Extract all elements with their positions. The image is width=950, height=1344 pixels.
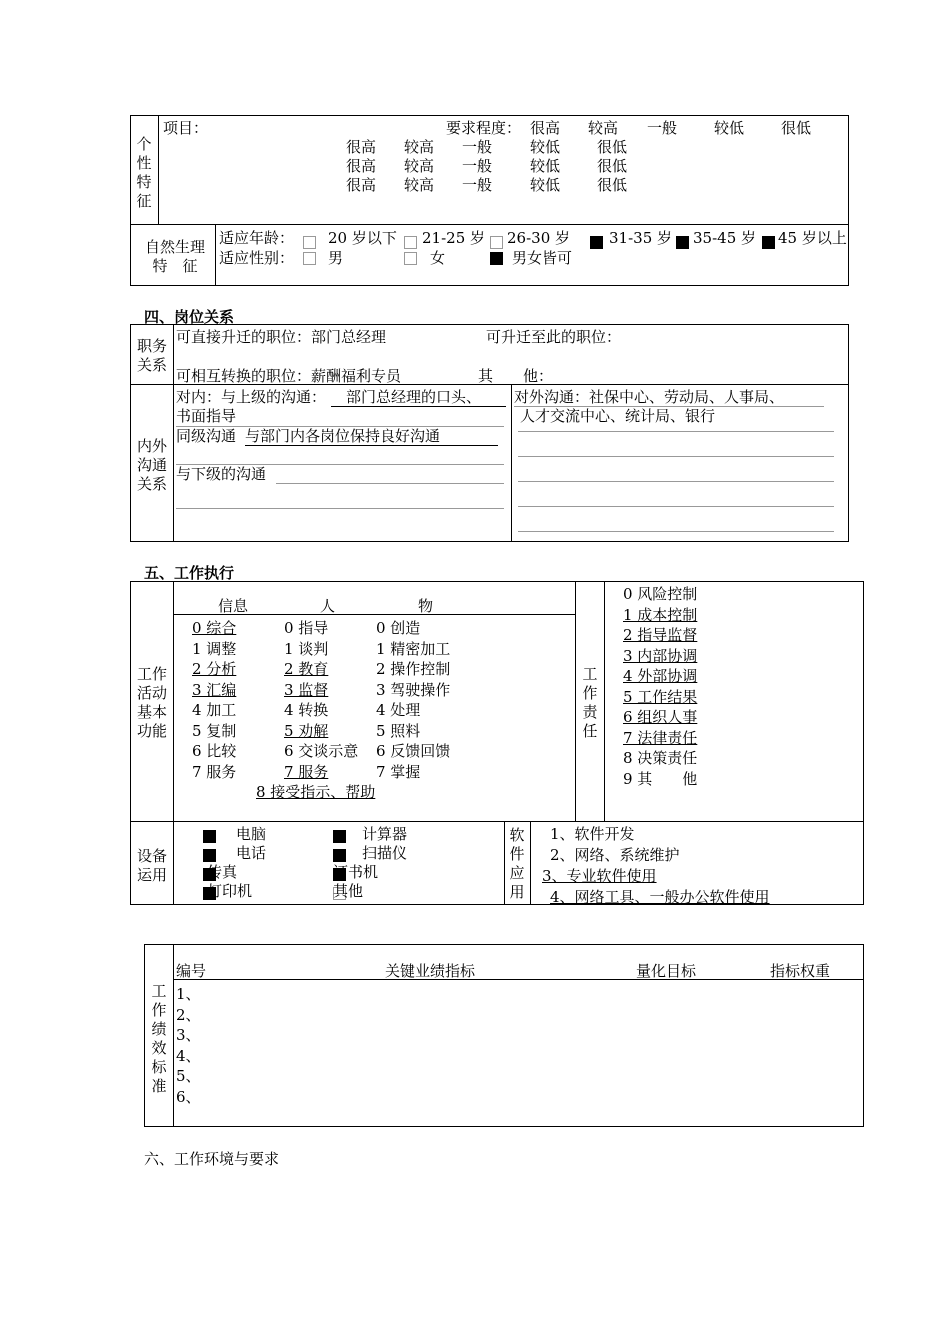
function-item: 5 复制 (192, 721, 237, 740)
gender-label: 适应性别： (219, 249, 295, 267)
function-item: 1 调整 (192, 639, 237, 658)
header-info: 信息 (218, 597, 249, 615)
gender-option-label: 男 (328, 249, 344, 267)
other-position: 其 他： (478, 367, 554, 385)
responsibility-item: 9 其 他 (623, 769, 698, 788)
fill-line (518, 531, 834, 532)
external-comm-2: 人才交流中心、统计局、银行 (520, 407, 716, 425)
perf-header-kpi: 关键业绩指标 (385, 962, 476, 980)
function-item: 7 服务 (284, 762, 329, 781)
level-very-high: 很高 (346, 176, 377, 194)
header-divider (173, 979, 864, 980)
function-item: 4 处理 (376, 701, 421, 719)
requirement-label: 要求程度： (446, 119, 522, 137)
level-very-low: 很低 (597, 157, 628, 175)
function-item: 0 综合 (192, 619, 237, 637)
age-option-label: 26-30 岁 (507, 229, 571, 247)
function-item: 3 汇编 (192, 680, 237, 699)
performance-row: 6、 (176, 1087, 201, 1106)
fill-line (518, 506, 834, 507)
fill-line (518, 431, 834, 432)
col-divider (575, 581, 576, 821)
equipment-label-item: 其他 (333, 882, 364, 900)
function-item: 4 加工 (192, 701, 237, 719)
col-divider (173, 944, 174, 1127)
level-medium: 一般 (462, 157, 493, 175)
age-checkbox[interactable] (676, 236, 689, 249)
age-option-label: 20 岁以下 (328, 229, 397, 247)
age-checkbox[interactable] (404, 236, 417, 249)
level-very-high: 很高 (346, 157, 377, 175)
col-divider (215, 224, 216, 286)
col-divider (604, 581, 605, 821)
responsibility-item: 4 外部协调 (623, 667, 698, 685)
row-divider (130, 224, 849, 225)
age-checkbox[interactable] (590, 236, 603, 249)
function-item: 1 谈判 (284, 639, 329, 658)
item-label: 项目： (163, 119, 209, 137)
fill-line (176, 508, 504, 509)
upper-comm-value-2: 书面指导 (176, 407, 237, 425)
responsibility-item: 2 指导监督 (623, 626, 698, 644)
equipment-label-item: 扫描仪 (362, 844, 408, 862)
age-option-label: 21-25 岁 (422, 229, 486, 247)
equipment-checkbox[interactable] (333, 849, 346, 862)
level-medium: 一般 (462, 176, 493, 194)
function-item: 2 操作控制 (376, 660, 451, 678)
section-4-title: 四、岗位关系 (144, 308, 235, 326)
equipment-checkbox[interactable] (203, 830, 216, 843)
section-5-title: 五、工作执行 (144, 564, 235, 582)
level-medium: 一般 (647, 119, 678, 137)
level-very-high: 很高 (530, 119, 561, 137)
level-high: 较高 (404, 176, 435, 194)
peer-comm-value: 与部门内各岗位保持良好沟通 (245, 427, 441, 445)
equipment-label: 设备运用 (136, 847, 167, 884)
performance-row: 2、 (176, 1005, 201, 1024)
responsibility-item: 5 工作结果 (623, 687, 698, 706)
performance-row: 3、 (176, 1026, 201, 1044)
software-item: 1、软件开发 (550, 825, 635, 843)
header-people: 人 (320, 597, 336, 615)
col-divider (173, 324, 174, 542)
level-high: 较高 (404, 157, 435, 175)
relation-table (130, 324, 849, 542)
function-item: 6 交谈示意 (284, 742, 359, 760)
function-item: 5 劝解 (284, 721, 329, 740)
equipment-checkbox[interactable] (203, 849, 216, 862)
fill-line (518, 456, 834, 457)
age-option-label: 31-35 岁 (609, 229, 673, 247)
age-option-label: 35-45 岁 (693, 229, 757, 247)
col-divider (173, 581, 174, 821)
exchange-position: 可相互转换的职位：薪酬福利专员 (176, 367, 402, 385)
equipment-label-item: 传真 (207, 863, 238, 881)
level-low: 较低 (714, 119, 745, 137)
promote-from: 可升迁至此的职位： (486, 328, 622, 346)
personality-label: 个性特征 (136, 135, 152, 210)
activity-label: 工作活动基本功能 (136, 665, 167, 740)
perf-header-target: 量化目标 (636, 962, 697, 980)
col-divider (173, 821, 174, 905)
equipment-label-item: 电脑 (236, 825, 267, 843)
function-item: 3 驾驶操作 (376, 680, 451, 699)
gender-checkbox[interactable] (490, 252, 503, 265)
header-things: 物 (418, 597, 434, 615)
age-checkbox[interactable] (303, 236, 316, 249)
comm-label: 内外沟通关系 (136, 437, 167, 493)
function-item: 4 转换 (284, 701, 329, 719)
equipment-label-item: 订书机 (333, 863, 379, 881)
responsibility-item: 0 风险控制 (623, 585, 698, 603)
gender-checkbox[interactable] (303, 252, 316, 265)
software-item: 2、网络、系统维护 (550, 846, 680, 864)
function-item: 2 教育 (284, 660, 329, 678)
col-divider (530, 821, 531, 905)
lower-comm: 与下级的沟通 (176, 465, 267, 483)
function-item: 7 掌握 (376, 762, 421, 781)
function-item: 0 指导 (284, 619, 329, 637)
upper-comm-prefix: 对内：与上级的沟通： (176, 388, 327, 406)
performance-label: 工作绩效标准 (151, 982, 167, 1095)
level-low: 较低 (530, 176, 561, 194)
perf-header-weight: 指标权重 (770, 962, 831, 980)
fill-line (331, 406, 506, 407)
responsibility-item: 6 组织人事 (623, 708, 698, 726)
level-high: 较高 (588, 119, 619, 137)
responsibility-item: 7 法律责任 (623, 728, 698, 747)
software-item: 4、网络工具、一般办公软件使用 (550, 888, 770, 906)
function-item: 6 反馈回馈 (376, 742, 451, 760)
function-item: 0 创造 (376, 619, 421, 637)
responsibility-item: 8 决策责任 (623, 749, 698, 767)
function-item: 7 服务 (192, 762, 237, 781)
level-low: 较低 (530, 157, 561, 175)
upper-comm-value: 部门总经理的口头、 (331, 388, 482, 406)
responsibility-item: 3 内部协调 (623, 646, 698, 665)
equipment-label-item: 打印机 (207, 882, 253, 900)
external-comm-1: 对外沟通：社保中心、劳动局、人事局、 (514, 388, 785, 406)
duty-label: 职务关系 (136, 337, 167, 374)
level-very-low: 很低 (781, 119, 812, 137)
equipment-label-item: 计算器 (362, 825, 408, 843)
fill-line (276, 483, 504, 484)
equipment-checkbox[interactable] (333, 830, 346, 843)
peer-comm-prefix: 同级沟通 (176, 427, 237, 445)
natural-label: 自然生理特 征 (144, 238, 205, 275)
fill-line (245, 445, 498, 446)
software-label: 软件应用 (509, 826, 525, 901)
col-divider (504, 821, 505, 905)
responsibility-label: 工作责任 (582, 665, 598, 740)
level-high: 较高 (404, 138, 435, 156)
function-item: 5 照料 (376, 721, 421, 740)
col-divider (158, 115, 159, 224)
performance-table (144, 944, 864, 1127)
level-low: 较低 (530, 138, 561, 156)
equipment-label-item: 电话 (236, 844, 267, 862)
gender-option-label: 男女皆可 (512, 249, 573, 267)
age-checkbox[interactable] (762, 236, 775, 249)
function-item: 6 比较 (192, 742, 237, 760)
level-very-low: 很低 (597, 176, 628, 194)
function-item: 3 监督 (284, 680, 329, 699)
performance-row: 1、 (176, 985, 201, 1003)
promote-to: 可直接升迁的职位：部门总经理 (176, 328, 387, 346)
function-item: 1 精密加工 (376, 639, 451, 658)
performance-row: 5、 (176, 1067, 201, 1085)
level-medium: 一般 (462, 138, 493, 156)
row-divider (130, 821, 864, 822)
performance-row: 4、 (176, 1046, 201, 1065)
software-item: 3、专业软件使用 (542, 867, 657, 885)
age-checkbox[interactable] (490, 236, 503, 249)
people-extra: 8 接受指示、帮助 (256, 783, 376, 801)
section-6-title: 六、工作环境与要求 (144, 1150, 280, 1168)
level-very-low: 很低 (597, 138, 628, 156)
fill-line (518, 481, 834, 482)
function-item: 2 分析 (192, 660, 237, 678)
age-label: 适应年龄： (219, 229, 295, 247)
age-option-label: 45 岁以上 (778, 229, 847, 247)
perf-header-number: 编号 (176, 962, 207, 980)
level-very-high: 很高 (346, 138, 377, 156)
col-divider (511, 384, 512, 542)
responsibility-item: 1 成本控制 (623, 605, 698, 624)
gender-option-label: 女 (430, 249, 446, 267)
gender-checkbox[interactable] (404, 252, 417, 265)
